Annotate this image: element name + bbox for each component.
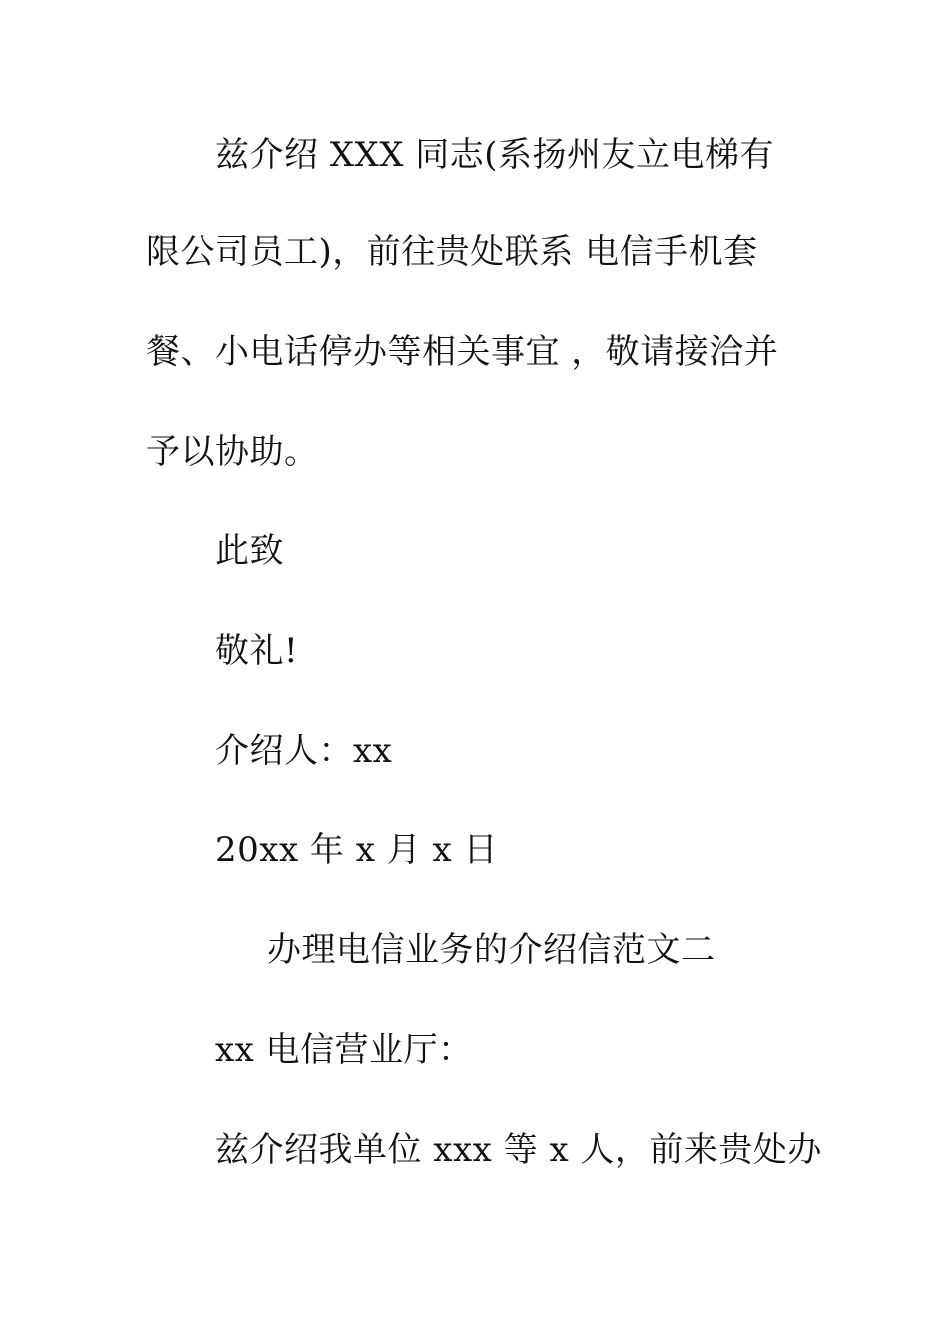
closing-salutation: 此致: [215, 531, 284, 571]
letter-one-paragraph-line-4: 予以协助。: [146, 432, 319, 472]
letter-one-paragraph-line-2: 限公司员工)，前往贵处联系 电信手机套: [146, 232, 758, 272]
closing-regards: 敬礼!: [215, 631, 299, 671]
date-line: 20xx 年 x 月 x 日: [215, 830, 499, 870]
letter-one-paragraph-line-1: 兹介绍 XXX 同志(系扬州友立电梯有: [215, 135, 774, 175]
letter-one-paragraph-line-3: 餐、小电话停办等相关事宜 ，敬请接洽并: [146, 332, 779, 372]
letter-two-recipient: xx 电信营业厅：: [215, 1030, 473, 1070]
section-title: 办理电信业务的介绍信范文二: [267, 930, 716, 970]
introducer-line: 介绍人：xx: [215, 731, 393, 771]
letter-two-paragraph-line-1: 兹介绍我单位 xxx 等 x 人，前来贵处办: [215, 1130, 822, 1170]
